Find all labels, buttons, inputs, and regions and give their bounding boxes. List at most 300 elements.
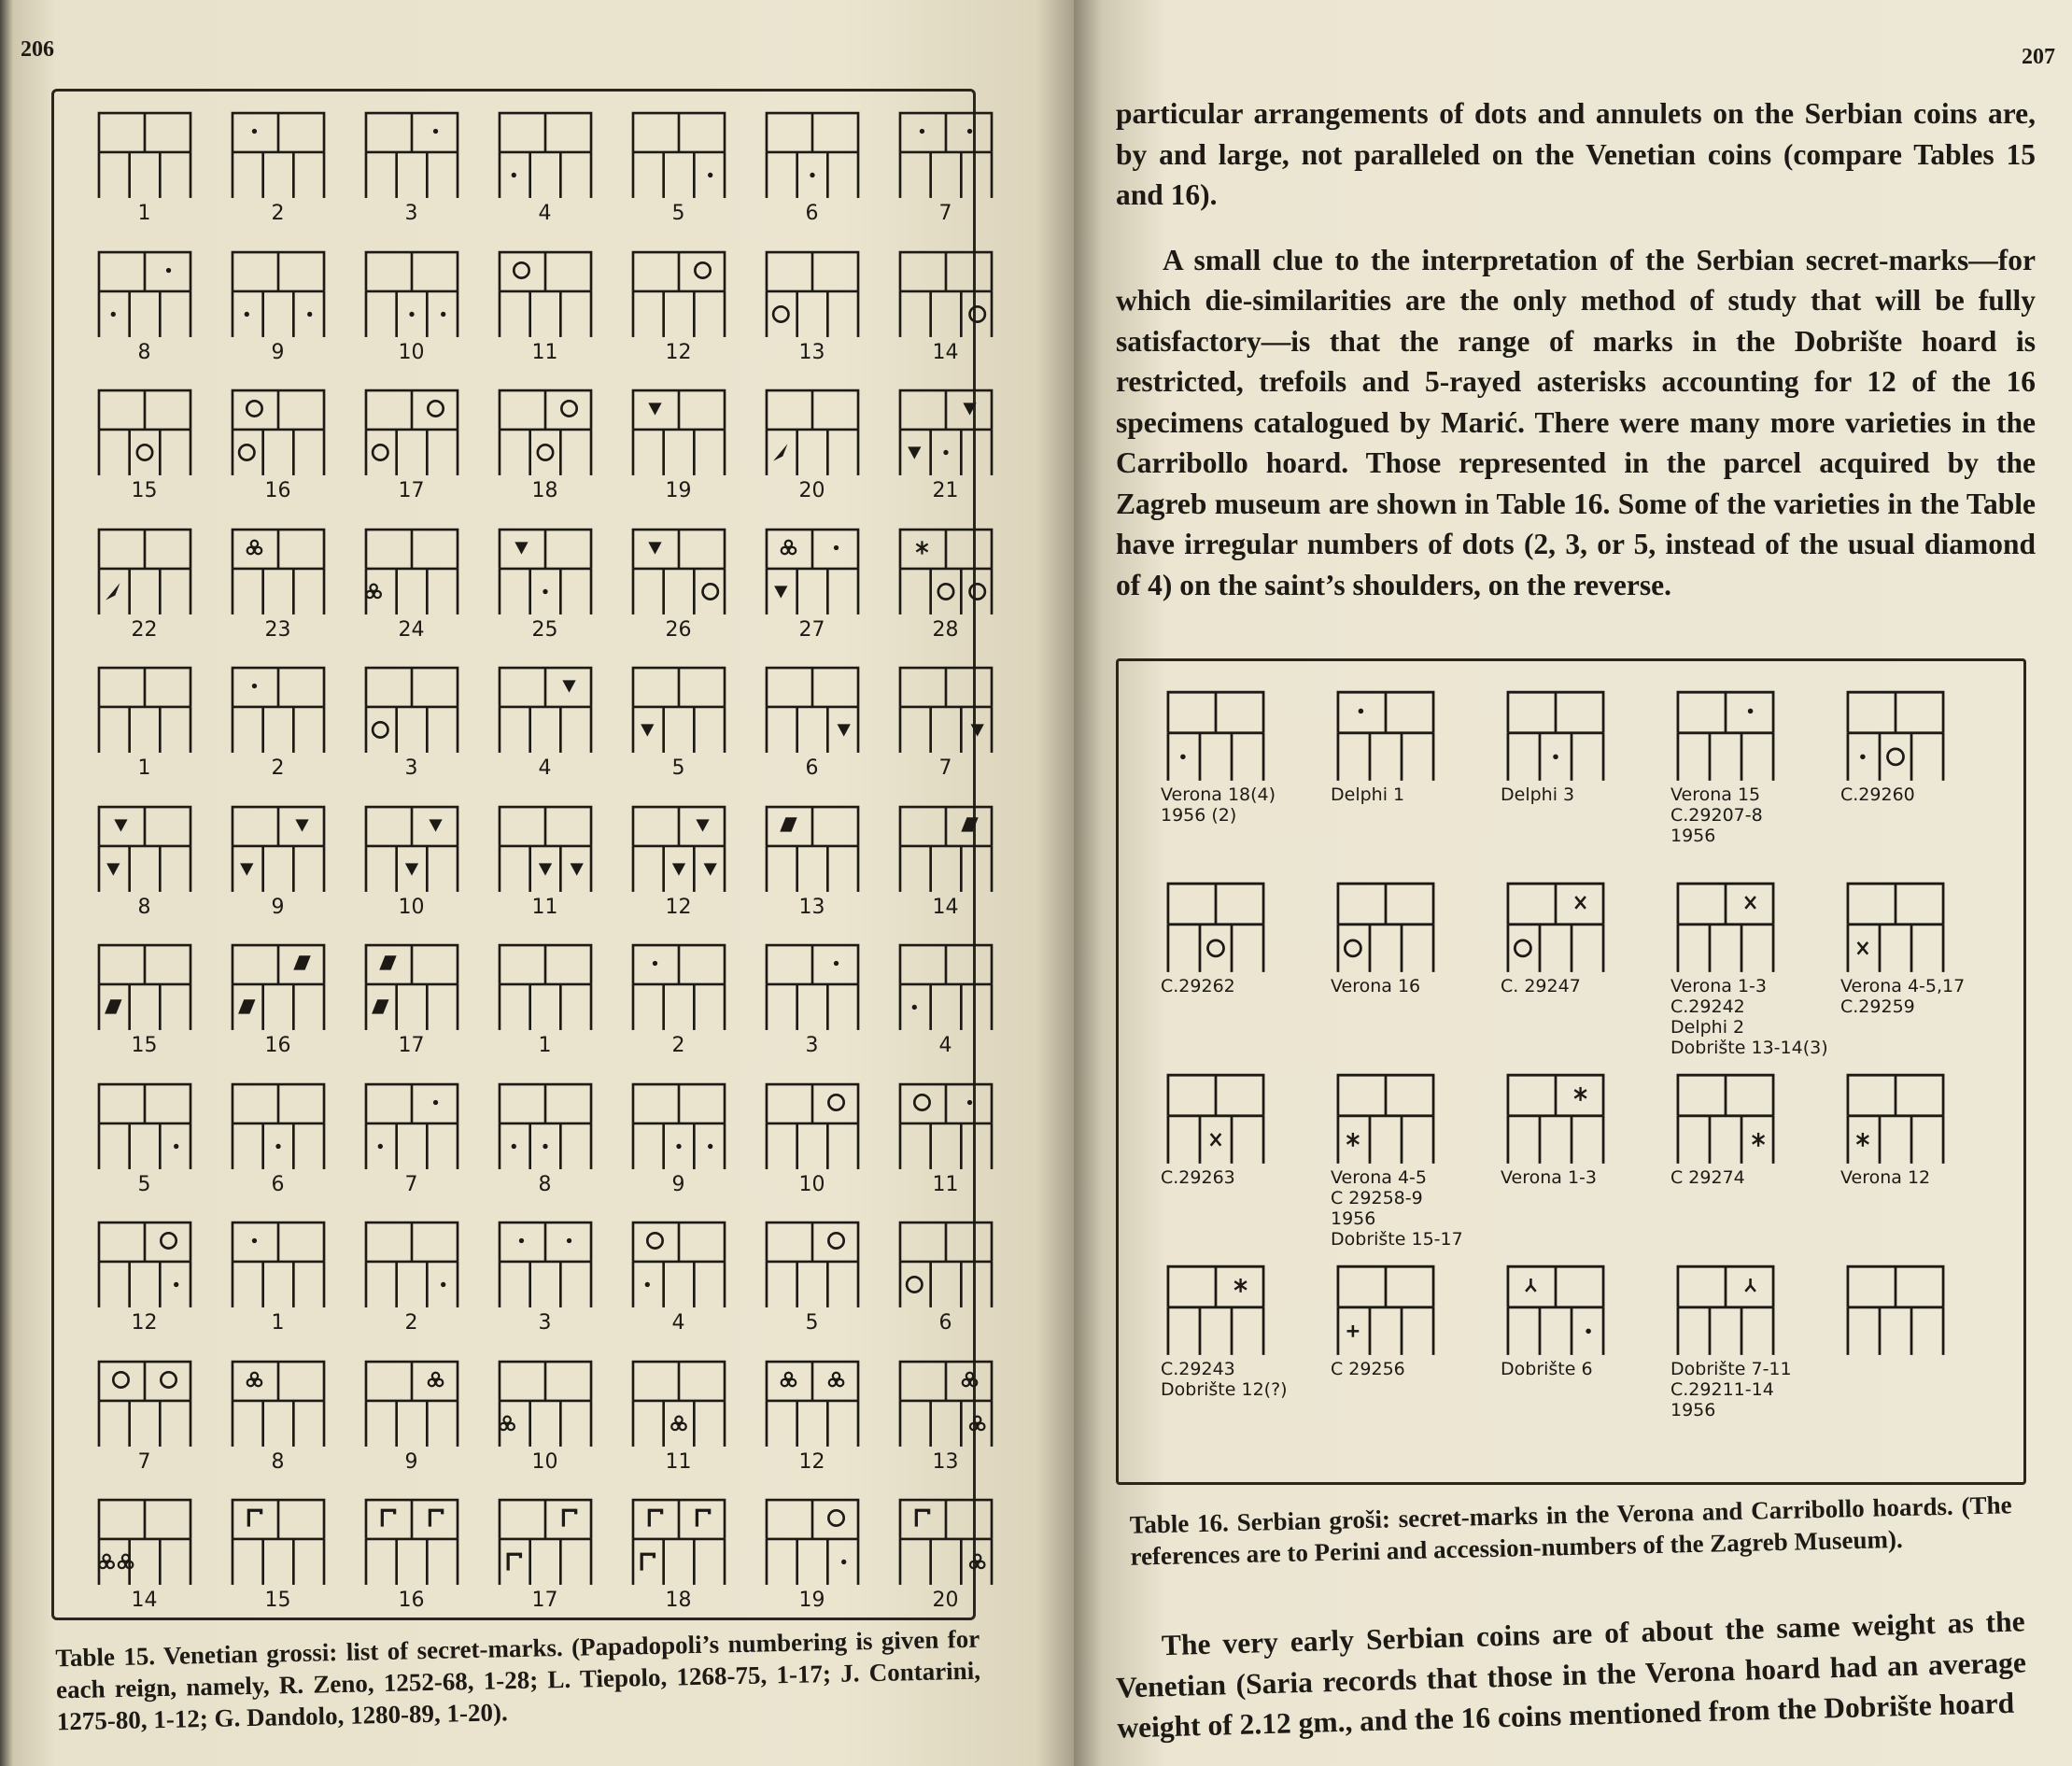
entry-reference: Verona 16 <box>1331 976 1421 996</box>
table-15-entry <box>345 1081 478 1221</box>
secret-mark-diagram <box>895 804 996 894</box>
secret-mark-diagram <box>94 249 195 339</box>
secret-mark-diagram <box>228 249 329 339</box>
table-15-entry <box>211 249 345 389</box>
mark-diagram-frame <box>98 945 190 1030</box>
mark-diagram-frame <box>632 252 724 337</box>
entry-number: 7 <box>938 202 952 225</box>
table-16-entry <box>1331 689 1501 881</box>
annulet-mark-icon <box>907 1277 922 1292</box>
table-15-entry <box>745 110 879 249</box>
mark-diagram-frame <box>632 390 724 475</box>
paragraph: A small clue to the interpretation of the Serbian secret-marks—for which die-similarities are the only method of study that will be fully satisfactory—is that the range of marks in the Dobrište hoard is restricted, trefoils and 5-rayed asterisks accounting for 12 of the 16 specimens catalogued by Marić. There were many more varieties in the Carribollo hoard. Those represented in the parcel acquired by the Zagreb museum are shown in Table 16. Some of the varieties in the Table have irregular numbers of dots (2, 3, or 5, instead of the usual diamond of 4) on the saint’s shoulders, on the reverse. <box>1116 243 2036 601</box>
entry-number: 12 <box>665 340 692 364</box>
mark-diagram-frame <box>632 113 724 198</box>
secret-mark-diagram <box>762 942 863 1032</box>
annulet-mark-icon <box>1207 940 1223 956</box>
entry-number: 6 <box>805 202 819 225</box>
dot-mark-icon <box>708 1143 712 1148</box>
dot-mark-icon <box>644 1282 649 1287</box>
secret-mark-diagram <box>361 388 462 477</box>
mark-diagram-frame <box>899 1084 991 1169</box>
annulet-mark-icon <box>969 584 984 599</box>
mark-diagram-frame <box>232 252 323 337</box>
dot-mark-icon <box>966 129 971 134</box>
table-16-entry <box>1501 1072 1670 1264</box>
entry-number: 4 <box>538 756 552 780</box>
table-16-entry <box>1670 1072 1840 1264</box>
gamma-mark-icon <box>697 1510 709 1526</box>
trefoil-mark-icon <box>781 540 796 554</box>
annulet-mark-icon <box>561 401 576 416</box>
mark-diagram-frame <box>1508 883 1603 972</box>
dot-mark-icon <box>1586 1329 1591 1335</box>
secret-mark-diagram <box>361 1220 462 1309</box>
secret-mark-diagram <box>361 110 462 200</box>
triangle-mark-icon <box>562 680 575 692</box>
dot-mark-icon <box>307 311 312 316</box>
dot-mark-icon <box>409 311 414 316</box>
annulet-mark-icon <box>969 306 984 321</box>
secret-mark-diagram <box>762 1497 863 1587</box>
table-15-entry <box>478 527 612 666</box>
entry-number: 16 <box>264 479 291 502</box>
secret-mark-diagram <box>628 249 729 339</box>
entry-number: 1 <box>137 756 151 780</box>
secret-mark-diagram <box>228 665 329 755</box>
mark-diagram-frame <box>365 945 457 1030</box>
entry-reference: C.29243 Dobrište 12(?) <box>1161 1359 1288 1400</box>
triangle-mark-icon <box>908 446 921 459</box>
secret-mark-diagram <box>228 110 329 200</box>
entry-reference: Delphi 3 <box>1501 784 1575 805</box>
secret-mark-diagram <box>228 1081 329 1171</box>
entry-number: 1 <box>538 1034 552 1057</box>
mark-diagram-frame <box>365 530 457 615</box>
table-15-entry <box>478 665 612 804</box>
table-15-entry <box>745 388 879 527</box>
annulet-mark-icon <box>537 445 552 459</box>
gamma-mark-icon <box>248 1510 261 1526</box>
mark-diagram-frame <box>899 1222 991 1307</box>
secret-mark-diagram <box>1840 1264 1951 1357</box>
entry-reference: Verona 4-5,17 C.29259 <box>1840 976 1966 1017</box>
mark-diagram-frame <box>1338 692 1433 781</box>
mark-diagram-frame <box>232 807 323 892</box>
entry-number: 14 <box>932 895 959 919</box>
secret-mark-diagram <box>762 249 863 339</box>
annulet-mark-icon <box>914 1095 929 1109</box>
mark-diagram-frame <box>1168 692 1263 781</box>
table-15-entry <box>879 1081 1012 1221</box>
table-16-entry <box>1840 1072 2010 1264</box>
table-15-entry <box>478 1497 612 1636</box>
dot-mark-icon <box>810 173 814 177</box>
mark-diagram-frame <box>499 1500 590 1585</box>
mark-diagram-frame <box>899 807 991 892</box>
table-15-entry <box>345 110 478 249</box>
trefoil-mark-icon <box>247 1372 261 1386</box>
gamma-mark-icon <box>649 1510 661 1526</box>
mark-diagram-frame <box>899 668 991 753</box>
lozenge-mark-icon <box>780 817 796 831</box>
trefoil-mark-icon <box>500 1416 514 1430</box>
mark-diagram-frame <box>499 252 590 337</box>
mark-diagram-frame <box>1678 1266 1773 1355</box>
table-15-caption: Table 15. Venetian grossi: list of secret-marks. (Papadopoli’s numbering is given for each reign, namely, R. Zeno, 1252-68, 1-28; L. Tiepolo, 1268-75, 1-17; J. Contarini, 1275-80, 1-12; G. Dandolo, 1280-89, 1-20). <box>55 1624 981 1736</box>
mark-diagram-frame <box>1678 883 1773 972</box>
table-15-entry <box>211 1220 345 1359</box>
dot-mark-icon <box>165 267 170 272</box>
secret-mark-diagram <box>1840 689 1951 783</box>
entry-reference: Verona 18(4) 1956 (2) <box>1161 784 1276 826</box>
annulet-mark-icon <box>1887 749 1903 765</box>
table-15-entry <box>478 1359 612 1498</box>
annulet-mark-icon <box>828 1233 843 1248</box>
entry-reference: Verona 12 <box>1840 1167 1931 1188</box>
triangle-mark-icon <box>570 863 583 875</box>
secret-mark-diagram <box>895 110 996 200</box>
table-15-entry <box>78 1220 211 1359</box>
entry-reference: C.29260 <box>1840 784 1915 805</box>
mark-diagram-frame <box>232 1500 323 1585</box>
secret-mark-diagram <box>361 1081 462 1171</box>
entry-number: 28 <box>932 617 959 642</box>
table-16-entry <box>1331 881 1501 1072</box>
dot-mark-icon <box>943 450 948 455</box>
mark-diagram-frame <box>632 668 724 753</box>
secret-mark-diagram <box>628 527 729 616</box>
entry-number: 17 <box>398 1034 425 1057</box>
entry-number: 3 <box>404 202 418 225</box>
secret-mark-diagram <box>94 804 195 894</box>
secret-mark-diagram <box>762 527 863 616</box>
entry-number: 4 <box>671 1311 685 1335</box>
mark-diagram-frame <box>98 1222 190 1307</box>
table-15-entry <box>745 527 879 666</box>
trefoil-mark-icon <box>962 1372 977 1386</box>
triangle-mark-icon <box>114 819 127 831</box>
annulet-mark-icon <box>161 1372 176 1387</box>
secret-mark-diagram <box>1161 689 1271 783</box>
paragraph: particular arrangements of dots and annulets on the Serbian coins are, by and large, not paralleled on the Venetian coins (compare Tables 15 and 16). <box>1116 97 2036 211</box>
secret-mark-diagram <box>1501 881 1611 974</box>
annulet-mark-icon <box>136 445 151 459</box>
table-15-entry <box>478 804 612 943</box>
entry-number: 5 <box>671 202 685 225</box>
dot-mark-icon <box>251 129 256 134</box>
entry-number: 10 <box>398 340 425 364</box>
entry-number: 13 <box>798 895 825 919</box>
body-text-bottom: The very early Serbian coins are of about the same weight as the Venetian (Saria records that those in the Verona hoard had an average weight of 2.12 gm., and the 16 coins mentioned from the Dobrište hoard <box>1115 1604 2027 1745</box>
mark-diagram-frame <box>899 252 991 337</box>
secret-mark-diagram <box>628 1497 729 1587</box>
dot-mark-icon <box>251 684 256 688</box>
mark-diagram-frame <box>98 807 190 892</box>
table-15-entry <box>211 388 345 527</box>
dot-mark-icon <box>833 544 838 549</box>
secret-mark-diagram <box>228 527 329 616</box>
entry-reference: C.29262 <box>1161 976 1235 996</box>
entry-reference: Dobrište 7-11 C.29211-14 1956 <box>1670 1359 1792 1420</box>
dot-mark-icon <box>919 129 923 134</box>
mark-diagram-frame <box>1168 883 1263 972</box>
table-16-entry <box>1501 689 1670 881</box>
secret-mark-diagram <box>1161 881 1271 974</box>
secret-mark-diagram <box>762 1081 863 1171</box>
table-15-entry <box>478 1220 612 1359</box>
dot-mark-icon <box>441 311 445 316</box>
table-15-entry <box>478 249 612 389</box>
dot-mark-icon <box>518 1238 523 1243</box>
mark-diagram-frame <box>632 807 724 892</box>
mark-diagram-frame <box>365 668 457 753</box>
entry-number: 10 <box>398 895 425 919</box>
mark-diagram-frame <box>98 113 190 198</box>
table-15-entry <box>745 665 879 804</box>
secret-mark-diagram <box>1331 689 1441 783</box>
table-15-entry <box>478 942 612 1081</box>
secret-mark-diagram <box>495 665 596 755</box>
secret-mark-diagram <box>228 942 329 1032</box>
table-15-entry <box>345 804 478 943</box>
mark-diagram-frame <box>899 1362 991 1447</box>
asterisk-mark-icon <box>916 541 927 554</box>
entry-number: 14 <box>932 340 959 364</box>
secret-mark-diagram <box>361 1497 462 1587</box>
annulet-mark-icon <box>937 584 952 599</box>
secret-mark-diagram <box>895 1081 996 1171</box>
triangle-mark-icon <box>648 542 661 554</box>
secret-mark-diagram <box>895 249 996 339</box>
entry-number: 8 <box>538 1172 552 1196</box>
saltire-mark-icon <box>1211 1134 1221 1146</box>
table-15-entry <box>879 249 1012 389</box>
mark-diagram-frame <box>1678 1075 1773 1164</box>
mark-diagram-frame <box>232 1084 323 1169</box>
entry-number: 5 <box>137 1172 151 1196</box>
entry-number: 20 <box>798 479 825 502</box>
mark-diagram-frame <box>632 1084 724 1169</box>
entry-reference: Verona 4-5 C 29258-9 1956 Dobrište 15-17 <box>1331 1167 1463 1250</box>
saltire-mark-icon <box>1858 942 1868 954</box>
mark-diagram-frame <box>1338 883 1433 972</box>
secret-mark-diagram <box>361 942 462 1032</box>
mark-diagram-frame <box>98 668 190 753</box>
table-15-entry <box>78 1497 211 1636</box>
secret-mark-diagram <box>1840 881 1951 974</box>
mark-diagram-frame <box>766 807 857 892</box>
table-15-entry <box>345 1220 478 1359</box>
entry-number: 18 <box>665 1589 692 1612</box>
secret-mark-diagram <box>628 1220 729 1309</box>
cross-mark-icon <box>1347 1325 1360 1337</box>
table-15-entry <box>879 804 1012 943</box>
dot-mark-icon <box>1860 755 1866 760</box>
mark-diagram-frame <box>766 1500 857 1585</box>
table-15-entry <box>345 249 478 389</box>
mark-diagram-frame <box>232 113 323 198</box>
mark-diagram-frame <box>899 390 991 475</box>
table-16-entry <box>1161 689 1331 881</box>
table-15-entry <box>879 1497 1012 1636</box>
dot-mark-icon <box>432 1099 437 1104</box>
mark-diagram-frame <box>766 390 857 475</box>
entry-number: 13 <box>932 1449 959 1474</box>
mark-diagram-frame <box>365 1222 457 1307</box>
table-16-entry <box>1331 1264 1501 1455</box>
table-15-frame <box>51 89 976 1620</box>
secret-mark-diagram <box>361 804 462 894</box>
entry-number: 4 <box>938 1034 952 1057</box>
dot-mark-icon <box>174 1282 178 1287</box>
triangle-mark-icon <box>696 819 709 831</box>
dot-mark-icon <box>543 1143 547 1148</box>
asterisk-mark-icon <box>1347 1133 1360 1147</box>
mark-diagram-frame <box>98 1084 190 1169</box>
table-15-entry <box>78 665 211 804</box>
secret-mark-diagram <box>94 942 195 1032</box>
table-15-entry <box>879 110 1012 249</box>
entry-number: 15 <box>264 1589 291 1612</box>
table-15-entry <box>612 665 745 804</box>
annulet-mark-icon <box>113 1372 128 1387</box>
table-15-entry <box>478 1081 612 1221</box>
entry-reference: Dobrište 6 <box>1501 1359 1593 1379</box>
lozenge-mark-icon <box>372 999 388 1013</box>
secret-mark-diagram <box>495 527 596 616</box>
entry-number: 4 <box>538 202 552 225</box>
trefoil-mark-icon <box>366 584 381 598</box>
table-15-entry <box>211 110 345 249</box>
secret-mark-diagram <box>628 804 729 894</box>
secret-mark-diagram <box>762 665 863 755</box>
mark-diagram-frame <box>365 1084 457 1169</box>
secret-mark-diagram <box>1331 1264 1441 1357</box>
table-15-entry <box>345 1359 478 1498</box>
secret-mark-diagram <box>628 388 729 477</box>
trefoil-mark-icon <box>118 1555 133 1569</box>
entry-number: 11 <box>531 340 558 364</box>
mark-diagram-frame <box>98 252 190 337</box>
triangle-mark-icon <box>963 403 976 415</box>
table-15-entry <box>78 942 211 1081</box>
saltire-mark-icon <box>1745 897 1755 909</box>
entry-number: 9 <box>271 340 285 364</box>
table-15-entry <box>211 942 345 1081</box>
annulet-mark-icon <box>1345 940 1360 956</box>
table-16-entry <box>1840 689 2010 881</box>
table-15-entry <box>612 110 745 249</box>
dot-mark-icon <box>174 1143 178 1148</box>
dot-mark-icon <box>1748 709 1754 714</box>
lozenge-mark-icon <box>238 999 255 1013</box>
triangle-mark-icon <box>774 586 787 598</box>
entry-number: 7 <box>404 1172 418 1196</box>
trefoil-mark-icon <box>247 540 261 554</box>
mark-diagram-frame <box>365 807 457 892</box>
secret-mark-diagram <box>895 665 996 755</box>
table-15-entry <box>879 1220 1012 1359</box>
entry-number: 9 <box>404 1449 418 1474</box>
mark-diagram-frame <box>98 1500 190 1585</box>
entry-number: 3 <box>404 756 418 780</box>
entry-number: 6 <box>805 756 819 780</box>
tripod-mark-icon <box>1526 1279 1536 1292</box>
entry-reference: C 29256 <box>1331 1359 1405 1379</box>
secret-mark-diagram <box>1501 689 1611 783</box>
table-15-entry <box>345 665 478 804</box>
table-16-caption: Table 16. Serbian groši: secret-marks in the Verona and Carribollo hoards. (The references are to Perini and accession-numbers of the Zagreb Museum). <box>1129 1491 2012 1571</box>
entry-number: 12 <box>798 1449 825 1474</box>
secret-mark-diagram <box>1670 1264 1781 1357</box>
secret-mark-diagram <box>495 110 596 200</box>
annulet-mark-icon <box>247 401 261 416</box>
wedge-mark-icon <box>106 583 120 600</box>
secret-mark-diagram <box>495 1220 596 1309</box>
mark-diagram-frame <box>766 668 857 753</box>
table-15-entry <box>78 110 211 249</box>
mark-diagram-frame <box>98 530 190 615</box>
table-16-entry <box>1161 881 1331 1072</box>
lozenge-mark-icon <box>105 999 121 1013</box>
annulet-mark-icon <box>373 445 388 459</box>
secret-mark-diagram <box>1501 1264 1611 1357</box>
annulet-mark-icon <box>695 262 710 277</box>
secret-mark-diagram <box>1670 1072 1781 1166</box>
gamma-mark-icon <box>563 1510 575 1526</box>
annulet-mark-icon <box>1515 940 1530 956</box>
mark-diagram-frame <box>1848 1266 1943 1355</box>
secret-mark-diagram <box>1670 881 1781 974</box>
entry-number: 6 <box>271 1172 285 1196</box>
entry-number: 9 <box>671 1172 685 1196</box>
trefoil-mark-icon <box>969 1416 984 1430</box>
table-15-entry <box>879 942 1012 1081</box>
entry-number: 8 <box>137 340 151 364</box>
mark-diagram-frame <box>1168 1266 1263 1355</box>
entry-number: 24 <box>398 617 425 642</box>
entry-number: 16 <box>398 1589 425 1612</box>
asterisk-mark-icon <box>1234 1279 1247 1293</box>
triangle-mark-icon <box>538 863 551 875</box>
entry-number: 6 <box>938 1311 952 1335</box>
secret-mark-diagram <box>1501 1072 1611 1166</box>
secret-mark-diagram <box>628 665 729 755</box>
table-15-entry <box>745 942 879 1081</box>
table-15-entry <box>612 804 745 943</box>
dot-mark-icon <box>511 173 515 177</box>
secret-mark-diagram <box>895 1359 996 1448</box>
secret-mark-diagram <box>495 388 596 477</box>
right-page <box>1074 0 2072 1766</box>
secret-mark-diagram <box>762 1220 863 1309</box>
entry-number: 15 <box>131 479 158 502</box>
secret-mark-diagram <box>1331 1072 1441 1166</box>
triangle-mark-icon <box>837 724 850 736</box>
dot-mark-icon <box>566 1238 571 1243</box>
mark-diagram-frame <box>499 668 590 753</box>
secret-mark-diagram <box>762 388 863 477</box>
mark-diagram-frame <box>499 530 590 615</box>
entry-number: 12 <box>665 895 692 919</box>
gamma-mark-icon <box>916 1510 928 1526</box>
table-15-grid <box>78 110 1012 1636</box>
secret-mark-diagram <box>628 1081 729 1171</box>
annulet-mark-icon <box>647 1233 662 1248</box>
entry-number: 1 <box>137 202 151 225</box>
entry-number: 13 <box>798 340 825 364</box>
